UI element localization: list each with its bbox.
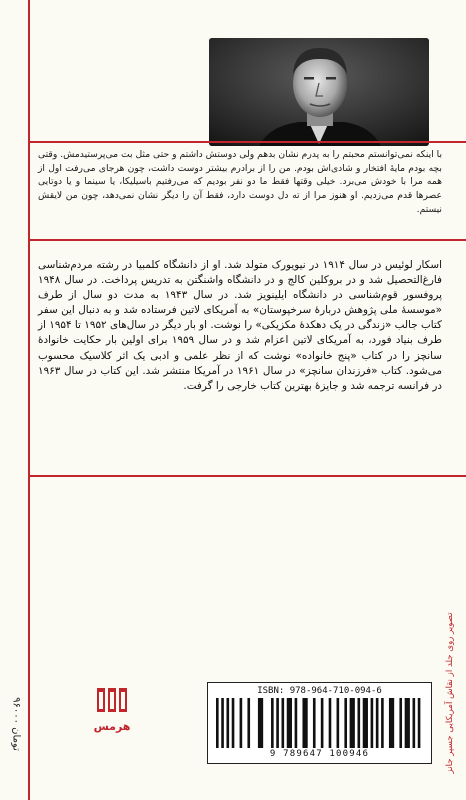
author-photo [209, 38, 429, 146]
cover-credit-text: تصویر روی جلد از نقاش آمریکایی جسپر جانز [445, 612, 455, 774]
red-divider-top [28, 141, 466, 143]
barcode-number: 9 789647 100946 [269, 749, 370, 759]
isbn-text: ISBN: 978-964-710-094-6 [257, 686, 382, 696]
red-divider-middle [28, 239, 466, 241]
author-biography [38, 258, 442, 394]
barcode-box [207, 682, 432, 764]
quote-text: با اینکه نمی‌توانستم محبتم را به پدرم نشان بدهم ولی دوستش داشتم و حتی مثل بت می‌پرستیدمش. وقتی بچه بودم مایهٔ افتخار و شادی‌اش بودم. من را از برادرم بیشتر دوست داشت، چون هرجای می‌رفت اول از همه مرا با خودش می‌برد. خیلی وقتها فقط ما دو نفر بودیم که می‌رفتیم باسیلیکا، یا سینما و یا دوتایی عصرها قدم می‌زدیم. او هنوز مرا از ته دل دوست دارد، فقط آن را دیگر نشان نمی‌دهد، چون من لایقش نیستم. [38, 149, 442, 215]
publisher-logo [90, 685, 134, 737]
author-quote [38, 148, 442, 217]
price-text: ۹۶۰۰۰ تومان [10, 697, 22, 751]
price-label [6, 688, 26, 760]
cover-credit [440, 592, 460, 794]
hermes-logo-icon [96, 685, 128, 715]
red-divider-bottom [28, 475, 466, 477]
red-vertical-rule [28, 0, 30, 800]
barcode [216, 698, 423, 748]
bio-text: اسکار لوئیس در سال ۱۹۱۴ در نیویورک متولد شد. او از دانشگاه کلمبیا در رشته مردم‌شناسی فارغ‌التحصیل شد و در بروکلین کالج و در دانشگاه واشنگتن به تدریس پرداخت. در سال ۱۹۴۸ پروفسور قوم‌شناسی در دانشگاه ایلینویز شد. در سال ۱۹۴۳ به مدت دو سال از طرف «موسسهٔ ملی پژوهش دربارهٔ سرخپوستان» به آمریکای لاتین فرستاده شد و به دنبال این سفر کتاب جالب «زندگی در یک دهکدهٔ مکزیکی» را نوشت. او بار دیگر در سال‌های ۱۹۵۲ تا ۱۹۵۴ از طرف بنیاد فورد، به آمریکای لاتین اعزام شد و در سال ۱۹۵۹ برای اولین بار حکایت خانوادهٔ سانچز را در کتاب «پنج خانواده» نوشت که از نظر علمی و ادبی یک اثر کلاسیک محسوب می‌شود. کتاب «فرزندان سانچز» در سال ۱۹۶۱ در آمریکا منتشر شد. این کتاب در سال ۱۹۶۳ در فرانسه ترجمه شد و جایزهٔ بهترین کتاب خارجی را گرفت. [38, 259, 443, 392]
publisher-name: هرمس [93, 720, 131, 733]
